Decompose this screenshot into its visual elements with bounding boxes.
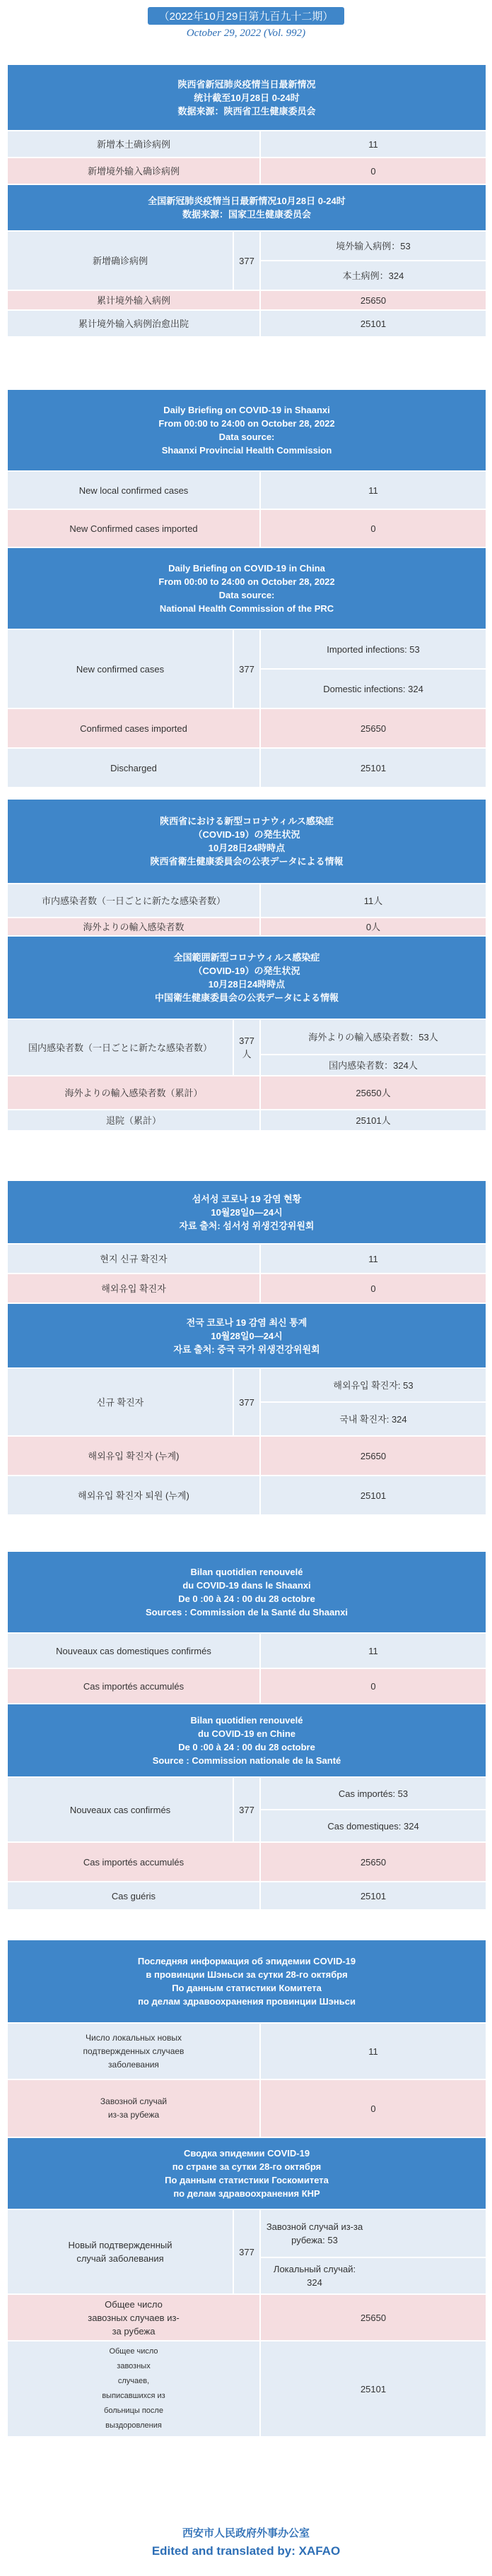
footer-org: 西安市人民政府外事办公室 <box>182 2528 310 2539</box>
confirmed-cases-value: 377 <box>233 2209 260 2294</box>
issue-volume: October 29, 2022 (Vol. 992) <box>186 28 306 39</box>
cumulative-imported-label: 累计境外输入病例 <box>7 290 260 310</box>
local-cases-value: 11 <box>260 131 486 158</box>
shaanxi-table-ja <box>6 798 487 1132</box>
discharged-label: 退院（累計） <box>7 1110 260 1131</box>
discharged-label: Общее число завозных случаев, выписавшихся из больницы после выздоровления <box>7 2341 260 2437</box>
local-cases-label: 市内感染者数（一日ごとに新たな感染者数） <box>7 884 260 918</box>
china-title-ja: 全国範囲新型コロナウィルス感染症 （COVID-19）の発生状況 10月28日24時時点 中国衛生健康委員会の公表データによる情報 <box>7 936 486 1019</box>
imported-cases-label: New Confirmed cases imported <box>7 509 260 547</box>
discharged-value: 25101 <box>260 1476 486 1515</box>
discharged-label: Discharged <box>7 748 260 788</box>
imported-infections: Cas importés: 53 <box>260 1777 486 1810</box>
imported-infections: 海外よりの輸入感染者数：53人 <box>260 1019 486 1055</box>
discharged-label: 해외유입 확진자 퇴원 (누계) <box>7 1476 260 1515</box>
shaanxi-title-ja: 陝西省における新型コロナウィルス感染症 （COVID-19）の発生状況 10月28日24時時点 陝西省衛生健康委員会の公表データによる情報 <box>7 799 486 884</box>
shaanxi-title-ru: Последняя информация об эпидемии COVID-19 в провинции Шэньси за сутки 28-го октября По данным статистики Комитета по делам здравоохранения провинции Шэньси <box>7 1940 486 2023</box>
cumulative-imported-value: 25650 <box>260 1436 486 1476</box>
domestic-infections: 국내 확진자: 324 <box>260 1402 486 1436</box>
imported-cases-value: 0 <box>260 2079 486 2137</box>
local-cases-label: 新增本土确诊病例 <box>7 131 260 158</box>
china-title-en: Daily Briefing on COVID-19 in China From 00:00 to 24:00 on October 28, 2022 Data source: National Health Commission of the PRC <box>7 547 486 629</box>
section-french <box>6 1550 486 1911</box>
cumulative-imported-value: 25650 <box>260 708 486 748</box>
cumulative-imported-label: 해외유입 확진자 (누계) <box>7 1436 260 1476</box>
cumulative-imported-value: 25650 <box>260 1842 486 1882</box>
cumulative-imported-label: Confirmed cases imported <box>7 708 260 748</box>
cumulative-imported-value: 25650 <box>260 290 486 310</box>
section-japanese <box>6 798 486 1132</box>
confirmed-cases-label: 新增确诊病例 <box>7 231 233 290</box>
confirmed-cases-value: 377 <box>233 231 260 290</box>
confirmed-cases-value: 377 <box>233 1777 260 1842</box>
domestic-infections: 国内感染者数：324人 <box>260 1055 486 1076</box>
confirmed-cases-label: 国内感染者数（一日ごとに新たな感染者数） <box>7 1019 233 1076</box>
confirmed-cases-label: Новый подтвержденный случай заболевания <box>7 2209 233 2294</box>
china-title-fr: Bilan quotidien renouvelé du COVID-19 en Chine De 0 :00 à 24 : 00 du 28 octobre Source : Commission nationale de la Santé <box>7 1704 486 1777</box>
cumulative-imported-label: 海外よりの輸入感染者数（累計） <box>7 1076 260 1110</box>
imported-cases-value: 0 <box>260 509 486 547</box>
shaanxi-title-fr: Bilan quotidien renouvelé du COVID-19 dans le Shaanxi De 0 :00 à 24 : 00 du 28 octobre Sources : Commission de la Santé du Shaanxi <box>7 1551 486 1633</box>
cumulative-imported-value: 25650 <box>260 2294 486 2341</box>
discharged-value: 25101 <box>260 310 486 337</box>
imported-cases-value: 0人 <box>260 918 486 936</box>
shaanxi-table-ru <box>6 1939 487 2438</box>
footer-credit: Edited and translated by: XAFAO <box>151 2544 341 2558</box>
issue-date-badge: （2022年10月29日第九百九十二期） <box>148 7 345 25</box>
section-chinese <box>6 64 486 338</box>
confirmed-cases-label: 신규 확진자 <box>7 1368 233 1436</box>
issue-header <box>0 0 492 40</box>
domestic-infections: 本土病例：324 <box>260 261 486 290</box>
cumulative-imported-label: Общее число завозных случаев из-за рубежа <box>7 2294 260 2341</box>
discharged-value: 25101 <box>260 1882 486 1910</box>
footer <box>0 2525 492 2558</box>
china-title-ru: Сводка эпидемии COVID-19 по стране за сутки 28-го октября По данным статистики Госкомитета по делам здравоохранения КНР <box>7 2137 486 2209</box>
imported-infections: Imported infections: 53 <box>260 629 486 669</box>
imported-cases-label: 新增境外输入确诊病例 <box>7 158 260 184</box>
section-english <box>6 388 486 788</box>
china-title-zh: 全国新冠肺炎疫情当日最新情况10月28日 0-24时 数据来源：国家卫生健康委员会 <box>7 184 486 231</box>
local-cases-label: New local confirmed cases <box>7 471 260 509</box>
local-cases-value: 11人 <box>260 884 486 918</box>
section-korean <box>6 1180 486 1516</box>
discharged-label: 累计境外输入病例治愈出院 <box>7 310 260 337</box>
local-cases-value: 11 <box>260 1633 486 1668</box>
imported-cases-value: 0 <box>260 1274 486 1303</box>
imported-cases-label: 해외유입 확진자 <box>7 1274 260 1303</box>
shaanxi-table-en <box>6 388 487 788</box>
domestic-infections: Локальный случай: 324 <box>260 2257 486 2294</box>
discharged-value: 25101 <box>260 2341 486 2437</box>
imported-cases-value: 0 <box>260 1668 486 1704</box>
imported-infections: Завозной случай из-за рубежа: 53 <box>260 2209 486 2257</box>
china-title-ko: 전국 코로나 19 감염 최신 통계 10월28일0—24시 자료 출처: 중국 국가 위생건강위원회 <box>7 1303 486 1368</box>
domestic-infections: Cas domestiques: 324 <box>260 1810 486 1842</box>
domestic-infections: Domestic infections: 324 <box>260 669 486 708</box>
cumulative-imported-label: Cas importés accumulés <box>7 1842 260 1882</box>
confirmed-cases-label: New confirmed cases <box>7 629 233 708</box>
shaanxi-table-zh <box>6 64 487 338</box>
shaanxi-title-ko: 섬서성 코로나 19 감염 현황 10월28일0—24시 자료 출처: 섬서성 위생건강위원회 <box>7 1180 486 1244</box>
local-cases-label: 현지 신규 확진자 <box>7 1244 260 1274</box>
shaanxi-table-fr <box>6 1550 487 1911</box>
imported-cases-label: Завозной случай из-за рубежа <box>7 2079 260 2137</box>
shaanxi-title-zh: 陕西省新冠肺炎疫情当日最新情况 统计截至10月28日 0-24时 数据来源：陕西省卫生健康委员会 <box>7 64 486 131</box>
local-cases-label: Nouveaux cas domestiques confirmés <box>7 1633 260 1668</box>
local-cases-label: Число локальных новых подтвержденных случаев заболевания <box>7 2023 260 2079</box>
confirmed-cases-label: Nouveaux cas confirmés <box>7 1777 233 1842</box>
shaanxi-title-en: Daily Briefing on COVID-19 in Shaanxi From 00:00 to 24:00 on October 28, 2022 Data source: Shaanxi Provincial Health Commission <box>7 389 486 471</box>
imported-infections: 해외유입 확진자: 53 <box>260 1368 486 1402</box>
imported-cases-label: Cas importés accumulés <box>7 1668 260 1704</box>
confirmed-cases-value: 377人 <box>233 1019 260 1076</box>
imported-cases-label: 海外よりの輸入感染者数 <box>7 918 260 936</box>
discharged-label: Cas guéris <box>7 1882 260 1910</box>
imported-cases-value: 0 <box>260 158 486 184</box>
cumulative-imported-value: 25650人 <box>260 1076 486 1110</box>
local-cases-value: 11 <box>260 1244 486 1274</box>
discharged-value: 25101人 <box>260 1110 486 1131</box>
discharged-value: 25101 <box>260 748 486 788</box>
local-cases-value: 11 <box>260 471 486 509</box>
confirmed-cases-value: 377 <box>233 629 260 708</box>
shaanxi-table-ko <box>6 1180 487 1516</box>
section-russian <box>6 1939 486 2438</box>
confirmed-cases-value: 377 <box>233 1368 260 1436</box>
imported-infections: 境外输入病例：53 <box>260 231 486 261</box>
local-cases-value: 11 <box>260 2023 486 2079</box>
